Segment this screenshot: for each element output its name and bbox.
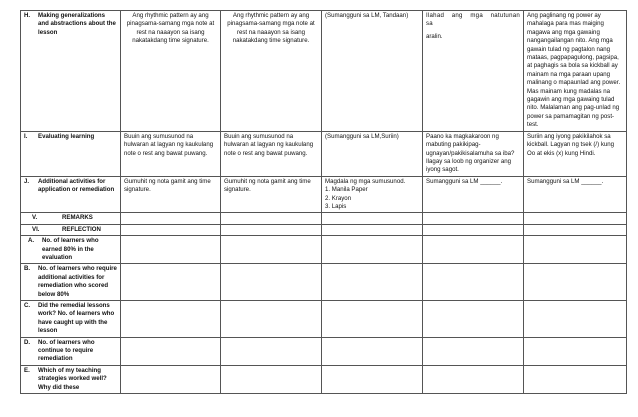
row-i-day1: Buuin ang sumusunod na hulwaran at lagyan ng kaukulang note o rest ang bawat puwang. — [121, 131, 221, 176]
row-a-day3 — [322, 236, 423, 264]
row-a-day2 — [221, 236, 322, 264]
row-remarks-day4 — [423, 213, 524, 224]
row-j-label: Additional activities for application or remediation — [38, 177, 115, 194]
row-c — [21, 301, 627, 338]
row-reflection-day4 — [423, 224, 524, 235]
row-remarks-key: V. — [32, 214, 38, 222]
row-j-day3 — [322, 176, 423, 213]
row-h-day4-line1: Ilahad ang mga natutunan sa — [426, 12, 520, 28]
row-e-label-cell — [21, 365, 121, 393]
row-reflection-day3 — [322, 224, 423, 235]
row-e-day4 — [423, 365, 524, 393]
row-e-key: E. — [24, 366, 30, 374]
row-c-day1 — [121, 301, 221, 338]
row-h-key: H. — [24, 12, 31, 19]
row-remarks-label: REMARKS — [62, 214, 93, 222]
row-i-day4: Paano ka magkakaroon ng mabuting pakikipag-ugnayan/pakikisalamuha sa iba? Ilagay sa loob ng organizer ang iyong sagot. — [423, 131, 524, 176]
row-remarks-day1 — [121, 213, 221, 224]
row-h-label: Making generalizations and abstractions about the lesson — [38, 12, 116, 36]
row-a-label: No. of learners who earned 80% in the evaluation — [42, 237, 99, 261]
row-remarks-day3 — [322, 213, 423, 224]
row-i-day5: Suriin ang iyong pakikilahok sa kickball. Lagyan ng tsek (/) kung Oo at ekis (x) kung Hindi. — [524, 131, 627, 176]
row-c-day5 — [524, 301, 627, 338]
row-d — [21, 337, 627, 365]
row-b-day4 — [423, 264, 524, 301]
row-d-day1 — [121, 337, 221, 365]
row-d-key: D. — [24, 338, 31, 346]
row-reflection-day1 — [121, 224, 221, 235]
row-h-day2: Ang rhythmic pattern ay ang pinagsama-samang mga note at rest na naaayon sa isang nakatakdang time signature. — [221, 11, 322, 132]
row-b — [21, 264, 627, 301]
row-c-label: Did the remedial lessons work? No. of learners who have caught up with the lesson — [38, 302, 115, 335]
row-b-day3 — [322, 264, 423, 301]
row-b-key: B. — [24, 265, 31, 273]
row-h-day4 — [423, 11, 524, 132]
row-i-label: Evaluating learning — [38, 132, 95, 140]
row-h — [21, 11, 627, 132]
row-c-day2 — [221, 301, 322, 338]
row-i-label-cell — [21, 131, 121, 176]
row-e-day5 — [524, 365, 627, 393]
row-e — [21, 365, 627, 393]
row-e-label: Which of my teaching strategies worked well? Why did these — [38, 366, 107, 391]
row-h-day3: (Sumangguni sa LM, Tandaan) — [322, 11, 423, 132]
row-c-label-cell — [21, 301, 121, 338]
row-d-label-cell — [21, 337, 121, 365]
row-i-key: I. — [24, 132, 28, 140]
row-a-label-cell — [21, 236, 121, 264]
row-j-day1: Gumuhit ng nota gamit ang time signature. — [121, 176, 221, 213]
row-j-day5: Sumangguni sa LM ______. — [524, 176, 627, 213]
row-j — [21, 176, 627, 213]
row-b-label: No. of learners who require additional activities for remediation who scored below 80% — [38, 265, 117, 298]
row-b-day2 — [221, 264, 322, 301]
row-remarks — [21, 213, 627, 224]
row-b-label-cell — [21, 264, 121, 301]
row-reflection-key: VI. — [32, 225, 40, 233]
list-item: 3. Lapis — [325, 202, 347, 210]
row-e-day1 — [121, 365, 221, 393]
row-a-day5 — [524, 236, 627, 264]
list-item: 2. Krayon — [325, 194, 352, 202]
row-remarks-day2 — [221, 213, 322, 224]
row-h-label-cell — [21, 11, 121, 132]
row-c-key: C. — [24, 302, 31, 309]
row-h-day4-line2: aralin. — [426, 32, 443, 40]
row-i-day3: (Sumangguni sa LM,Suriin) — [322, 131, 423, 176]
row-j-key: J. — [24, 177, 30, 185]
row-i-day2: Buuin ang sumusunod na hulwaran at lagyan ng kaukulang note o rest ang bawat puwang. — [221, 131, 322, 176]
row-d-label: No. of learners who continue to require remediation — [38, 338, 95, 363]
row-a-day4 — [423, 236, 524, 264]
row-a-key: A. — [28, 237, 35, 245]
row-b-day1 — [121, 264, 221, 301]
row-e-day2 — [221, 365, 322, 393]
row-remarks-label-cell — [21, 213, 121, 224]
row-remarks-day5 — [524, 213, 627, 224]
daily-lesson-log-table — [20, 10, 627, 394]
row-reflection — [21, 224, 627, 235]
row-c-day3 — [322, 301, 423, 338]
list-item: 1. Manila Paper — [325, 186, 368, 194]
row-reflection-label-cell — [21, 224, 121, 235]
row-e-day3 — [322, 365, 423, 393]
row-i — [21, 131, 627, 176]
row-j-day4: Sumangguni sa LM ______. — [423, 176, 524, 213]
row-d-day5 — [524, 337, 627, 365]
row-d-day3 — [322, 337, 423, 365]
row-reflection-label: REFLECTION — [62, 225, 101, 233]
row-d-day4 — [423, 337, 524, 365]
row-h-day1: Ang rhythmic pattern ay ang pinagsama-samang mga note at rest na naaayon sa isang nakatakdang time signature. — [121, 11, 221, 132]
row-a-day1 — [121, 236, 221, 264]
row-reflection-day2 — [221, 224, 322, 235]
row-d-day2 — [221, 337, 322, 365]
row-c-day4 — [423, 301, 524, 338]
row-j-label-cell — [21, 176, 121, 213]
row-h-day5: Ang paglinang ng power ay mahalaga para mas maiging magawa ang mga gawaing nangangailangan nito. Ang mga gawain tulad ng pagtalon nang mataas, pagpapagulong, pagsipa, at paghagis sa bola sa kickball ay mainam na mga paraan upang malinang o mapaunlad ang power. Mas mainam kung madalas na gagawin ang mga gawaing tulad nito. Malalaman ang pag-unlad ng power sa pamamagitan ng post-test. — [524, 11, 627, 132]
row-b-day5 — [524, 264, 627, 301]
row-a — [21, 236, 627, 264]
row-j-day3-title: Magdala ng mga sumusunod. — [325, 177, 406, 185]
row-j-day2: Gumuhit ng nota gamit ang time signature. — [221, 176, 322, 213]
row-reflection-day5 — [524, 224, 627, 235]
